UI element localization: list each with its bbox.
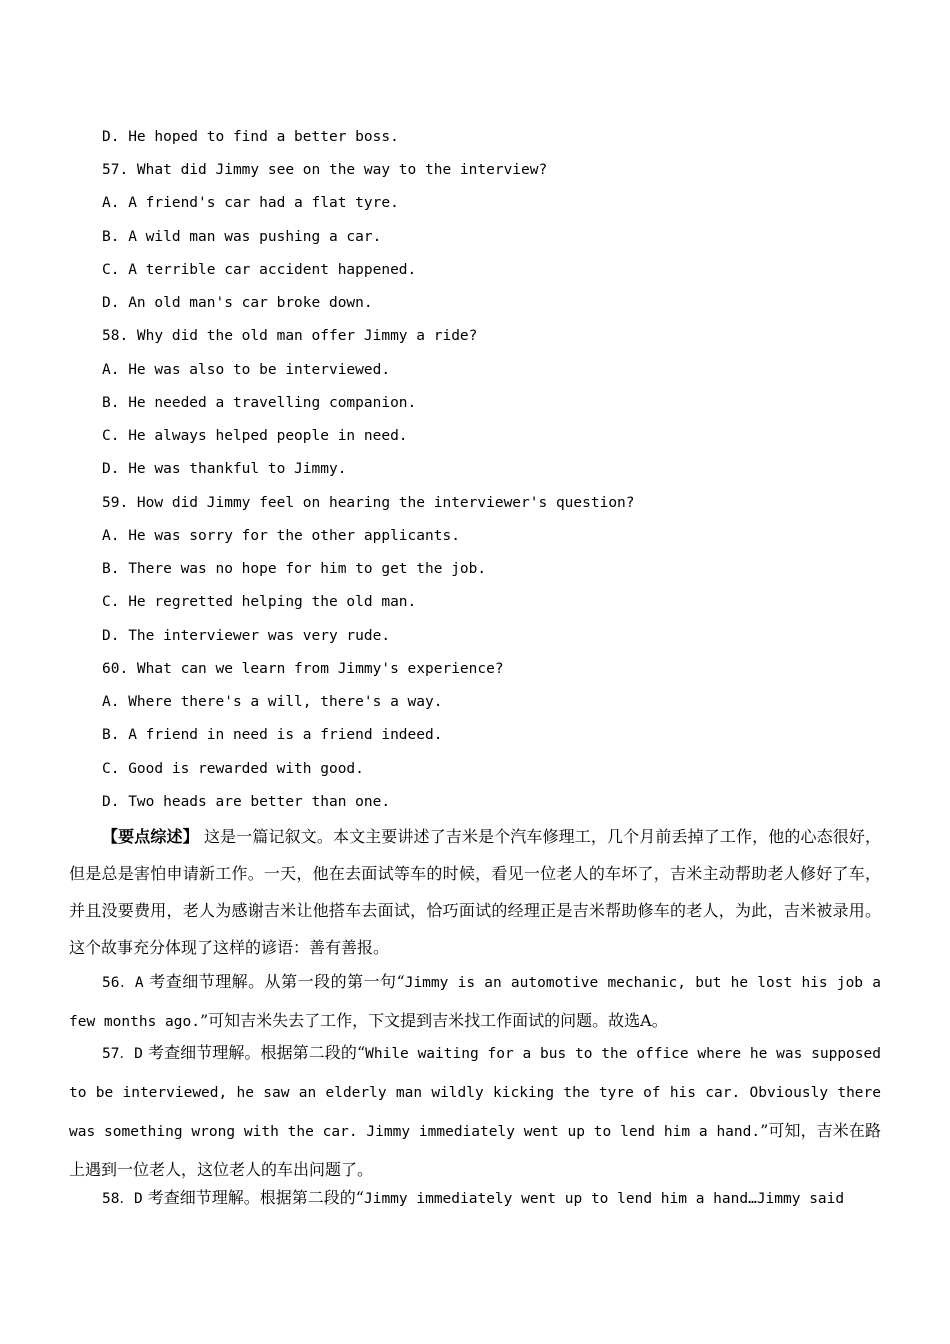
answer-lead: 考查细节理解。根据第二段的“: [142, 1043, 366, 1062]
answer-number: 56．A: [102, 975, 144, 991]
summary-paragraph: [69, 818, 881, 966]
option-line: A. He was sorry for the other applicants.: [102, 528, 460, 544]
answer-quote: Jimmy immediately went up to lend him a hand…Jimmy said: [363, 1191, 845, 1207]
answer-lead: 考查细节理解。从第一段的第一句“: [143, 972, 405, 991]
option-line: D. He was thankful to Jimmy.: [102, 461, 347, 477]
option-line: C. He always helped people in need.: [102, 428, 408, 444]
option-line: D. The interviewer was very rude.: [102, 628, 391, 644]
summary-label: 【要点综述】: [102, 827, 199, 846]
question-line: 60. What can we learn from Jimmy's experience?: [102, 661, 504, 677]
answer-quote: While waiting for a bus to the office where he was supposed to be interviewed, he saw an elderly man wildly kicking the tyre of his car. Obviously there was something wrong with the car. Jimmy immediately went up to lend him a hand.: [69, 1046, 881, 1140]
answer-56: [69, 963, 881, 1041]
option-line: D. He hoped to find a better boss.: [102, 129, 399, 145]
option-line: B. A friend in need is a friend indeed.: [102, 727, 443, 743]
option-line: B. There was no hope for him to get the job.: [102, 561, 487, 577]
answer-number: 58．D: [102, 1191, 143, 1207]
answer-number: 57．D: [102, 1046, 143, 1062]
option-line: D. An old man's car broke down.: [102, 295, 373, 311]
answer-58: [69, 1179, 881, 1218]
answer-lead: 考查细节理解。根据第二段的“: [142, 1188, 364, 1207]
option-line: B. He needed a travelling companion.: [102, 395, 417, 411]
option-line: A. A friend's car had a flat tyre.: [102, 195, 399, 211]
option-line: A. Where there's a will, there's a way.: [102, 694, 443, 710]
option-line: D. Two heads are better than one.: [102, 794, 391, 810]
answer-tail: ”可知吉米失去了工作，下文提到吉米找工作面试的问题。故选A。: [199, 1011, 668, 1030]
option-line: C. Good is rewarded with good.: [102, 761, 364, 777]
summary-text: 这是一篇记叙文。本文主要讲述了吉米是个汽车修理工，几个月前丢掉了工作，他的心态很好，但是总是害怕申请新工作。一天，他在去面试等车的时候，看见一位老人的车坏了，吉米主动帮助老人修好了车，并且没要费用，老人为感谢吉米让他搭车去面试，恰巧面试的经理正是吉米帮助修车的老人，为此，吉米被录用。这个故事充分体现了这样的谚语：善有善报。: [69, 827, 881, 957]
answer-quote: Jimmy is an automotive mechanic, but he lost his job a few months ago.: [69, 975, 881, 1030]
question-line: 58. Why did the old man offer Jimmy a ride?: [102, 328, 478, 344]
answer-57: [69, 1034, 881, 1188]
option-line: A. He was also to be interviewed.: [102, 362, 391, 378]
question-line: 59. How did Jimmy feel on hearing the interviewer's question?: [102, 495, 635, 511]
option-line: C. A terrible car accident happened.: [102, 262, 417, 278]
option-line: C. He regretted helping the old man.: [102, 594, 417, 610]
answer-tail: ”可知，吉米在路上遇到一位老人，这位老人的车出问题了。: [69, 1121, 881, 1179]
option-line: B. A wild man was pushing a car.: [102, 229, 382, 245]
question-line: 57. What did Jimmy see on the way to the interview?: [102, 162, 548, 178]
